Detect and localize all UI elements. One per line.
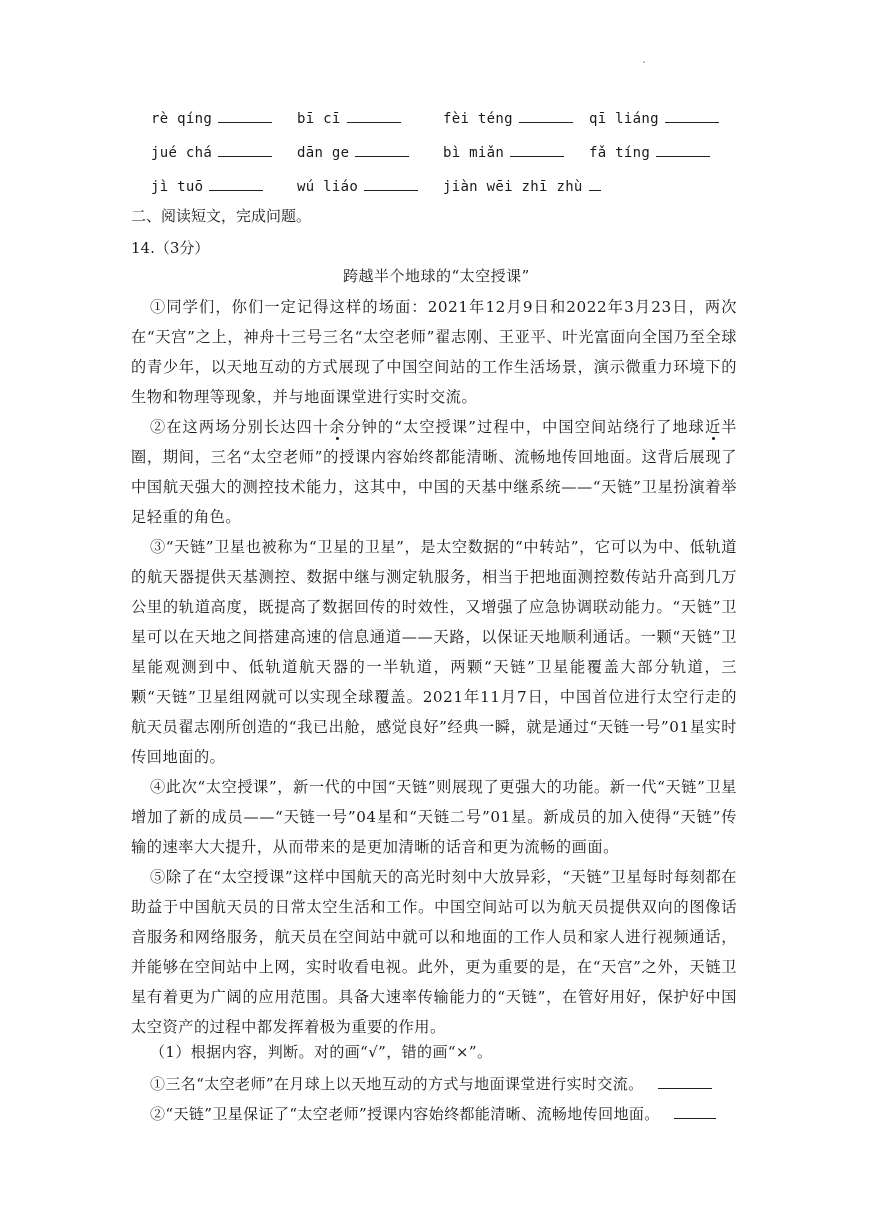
pinyin-item bbox=[297, 138, 409, 165]
answer-blank-1[interactable] bbox=[658, 1070, 712, 1089]
answer-blank[interactable] bbox=[364, 172, 418, 191]
answer-blank[interactable] bbox=[656, 138, 710, 157]
pinyin-item bbox=[151, 104, 272, 131]
pinyin-text: bì miǎn bbox=[443, 145, 505, 161]
answer-blank[interactable] bbox=[355, 138, 409, 157]
answer-blank[interactable] bbox=[218, 104, 272, 123]
question-1 bbox=[150, 1070, 712, 1096]
pinyin-item bbox=[589, 138, 710, 165]
pinyin-text: dān ge bbox=[297, 145, 350, 161]
article-title: 跨越半个地球的“太空授课” bbox=[343, 267, 530, 285]
pinyin-text: wú liáo bbox=[297, 179, 359, 195]
paragraph-2-text: 半圈，期间，三名“太空老师”的授课内容始终都能清晰、流畅地传回地面。这背后展现了中国航天强大的测控技术能力，这其中，中国的天基中继系统——“天链”卫星扮演着举足轻重的角色。 bbox=[131, 418, 737, 526]
answer-blank[interactable] bbox=[519, 104, 573, 123]
paragraph-1: ①同学们，你们一定记得这样的场面：2021年12月9日和2022年3月23日，两次在“天宫”之上，神舟十三号三名“太空老师”翟志刚、王亚平、叶光富面向全国乃至全球的青少年，以天地互动的方式展现了中国空间站的工作生活场景，演示微重力环境下的生物和物理等现象，并与地面课堂进行实时交流。 bbox=[131, 298, 737, 406]
question-2 bbox=[150, 1100, 716, 1126]
paragraph-5: ⑤除了在“太空授课”这样中国航天的高光时刻中大放异彩，“天链”卫星每时每刻都在助益于中国航天员的日常太空生活和工作。中国空间站可以为航天员提供双向的图像话音服务和网络服务，航天员在空间站中就可以和地面的工作人员和家人进行视频通话，并能够在空间站中上网，实时收看电视。此外，更为重要的是，在“天宫”之外，天链卫星有着更为广阔的应用范围。具备大速率传输能力的“天链”，在管好用好，保护好中国太空资产的过程中都发挥着极为重要的作用。 bbox=[131, 868, 737, 1036]
paragraph-2 bbox=[131, 412, 737, 532]
paragraph-2-text: ②在这两场分别长达四十 bbox=[150, 418, 330, 436]
answer-blank[interactable] bbox=[510, 138, 564, 157]
answer-blank[interactable] bbox=[347, 104, 401, 123]
pinyin-text: fǎ tíng bbox=[589, 145, 651, 161]
pinyin-text: jiàn wēi zhī zhù bbox=[443, 179, 583, 195]
article-body bbox=[131, 292, 737, 1042]
emphasis-char-yu: 余 bbox=[329, 418, 346, 436]
emphasis-char-jin: 近 bbox=[704, 418, 722, 436]
answer-blank[interactable] bbox=[209, 172, 263, 191]
pinyin-text: rè qíng bbox=[151, 111, 213, 127]
pinyin-item bbox=[151, 172, 263, 199]
question-1-text: ①三名“太空老师”在月球上以天地互动的方式与地面课堂进行实时交流。 bbox=[150, 1075, 644, 1093]
answer-blank[interactable] bbox=[218, 138, 272, 157]
pinyin-item bbox=[443, 138, 564, 165]
pinyin-item bbox=[151, 138, 272, 165]
pinyin-text: jué chá bbox=[151, 145, 213, 161]
answer-blank[interactable] bbox=[589, 172, 601, 191]
question-number: 14.（3分） bbox=[131, 239, 210, 257]
pinyin-text: bī cī bbox=[297, 111, 341, 127]
pinyin-text: jì tuō bbox=[151, 179, 204, 195]
pinyin-text: qī liáng bbox=[589, 111, 659, 127]
pinyin-item bbox=[297, 104, 401, 131]
section-heading: 二、阅读短文，完成问题。 bbox=[131, 207, 312, 225]
question-instruction: （1）根据内容，判断。对的画“√”，错的画“×”。 bbox=[150, 1043, 493, 1061]
answer-blank-2[interactable] bbox=[674, 1100, 716, 1119]
page-mark: . bbox=[642, 52, 646, 66]
pinyin-item bbox=[443, 104, 573, 131]
answer-blank[interactable] bbox=[665, 104, 719, 123]
paragraph-2-text: 分钟的“太空授课”过程中，中国空间站绕行了地球 bbox=[345, 418, 705, 436]
pinyin-item bbox=[589, 104, 719, 131]
question-2-text: ②“天链”卫星保证了“太空老师”授课内容始终都能清晰、流畅地传回地面。 bbox=[150, 1105, 660, 1123]
pinyin-text: fèi téng bbox=[443, 111, 513, 127]
pinyin-item bbox=[443, 172, 601, 199]
paragraph-4: ④此次“太空授课”，新一代的中国“天链”则展现了更强大的功能。新一代“天链”卫星增加了新的成员——“天链一号”04星和“天链二号”01星。新成员的加入使得“天链”传输的速率大大提升，从而带来的是更加清晰的话音和更为流畅的画面。 bbox=[131, 778, 737, 856]
paragraph-3: ③“天链”卫星也被称为“卫星的卫星”，是太空数据的“中转站”，它可以为中、低轨道的航天器提供天基测控、数据中继与测定轨服务，相当于把地面测控数传站升高到几万公里的轨道高度，既提高了数据回传的时效性，又增强了应急协调联动能力。“天链”卫星可以在天地之间搭建高速的信息通道——天路，以保证天地顺利通话。一颗“天链”卫星能观测到中、低轨道航天器的一半轨道，两颗“天链”卫星能覆盖大部分轨道，三颗“天链”卫星组网就可以实现全球覆盖。2021年11月7日，中国首位进行太空行走的航天员翟志刚所创造的“我已出舱，感觉良好”经典一瞬，就是通过“天链一号”01星实时传回地面的。 bbox=[131, 538, 737, 766]
pinyin-item bbox=[297, 172, 418, 199]
